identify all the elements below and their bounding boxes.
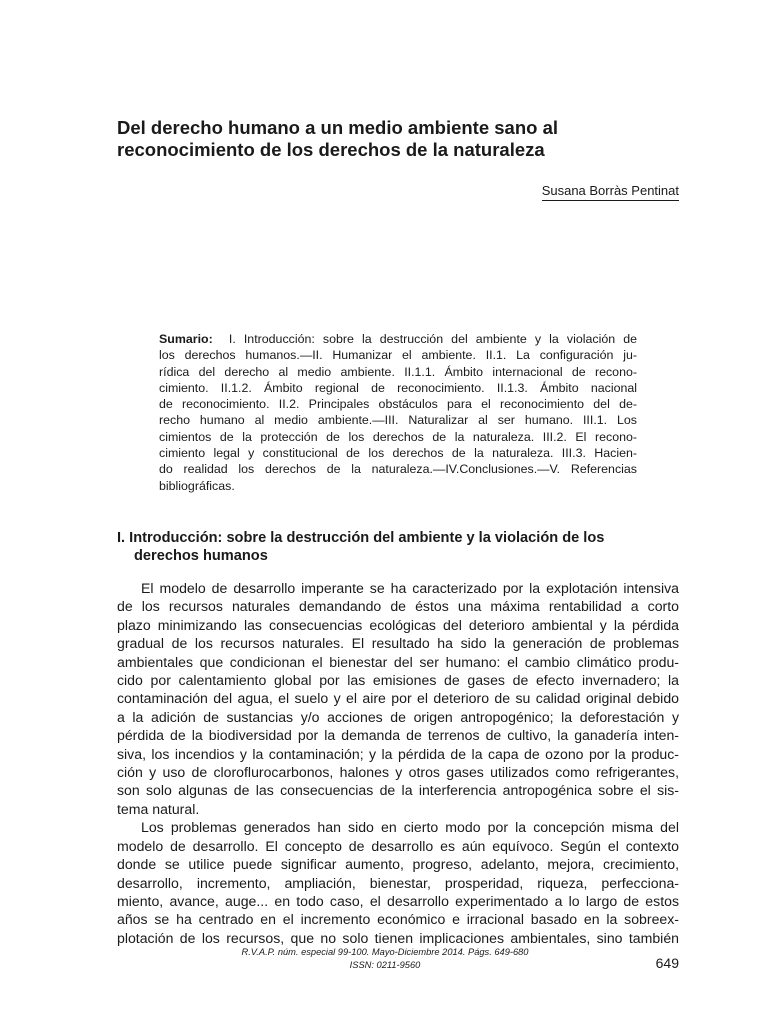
section-heading — [117, 529, 677, 565]
page-number: 649 — [655, 955, 679, 971]
body-line: plazo minimizando las consecuencias ecológicas del deterioro ambiental y la pérdida — [117, 616, 679, 633]
summary-line: cimientos de la protección de los derechos de la naturaleza. III.2. El recono- — [159, 429, 637, 444]
summary-line-text: I. Introducción: sobre la destrucción del ambiente y la violación de — [228, 332, 637, 346]
body-line: a la adición de sustancias y/o acciones de origen antropogénico; la deforestación y — [117, 708, 679, 725]
summary-label: Sumario: — [159, 332, 213, 346]
section-heading-line-2: derechos humanos — [134, 548, 268, 564]
summary-line: recho humano al medio ambiente.—III. Naturalizar al ser humano. III.1. Los — [159, 413, 637, 428]
summary-line: bibliográficas. — [159, 478, 235, 493]
section-heading-line-1: I. Introducción: sobre la destrucción del ambiente y la violación de los — [117, 530, 605, 546]
journal-footer — [0, 946, 768, 971]
summary-line — [159, 331, 637, 347]
body-line: son solo algunas de las consecuencias de la interferencia antropogénica sobre el sis- — [117, 782, 679, 799]
body-line: cido por calentamiento global por las emisiones de gases de efecto invernadero; la — [117, 672, 679, 689]
body-line: ción y uso de cloroflurocarbonos, halones y otros gases utilizados como refrigerantes, — [117, 764, 679, 781]
body-line: desarrollo, incremento, ampliación, bienestar, prosperidad, riqueza, perfecciona- — [117, 874, 679, 891]
body-line: años se ha centrado en el incremento económico e irracional basado en la sobreex- — [117, 911, 679, 928]
body-line: pérdida de la biodiversidad por la demanda de terrenos de cultivo, la ganadería inten- — [117, 727, 679, 744]
body-line: de los recursos naturales demandando de éstos una máxima rentabilidad a corto — [117, 598, 679, 615]
body-line: siva, los incendios y la contaminación; y la pérdida de la capa de ozono por la produc- — [117, 745, 679, 762]
journal-issn: ISSN: 0211-9560 — [349, 959, 421, 970]
article-title-line-1: Del derecho humano a un medio ambiente sano al — [117, 117, 559, 138]
summary-line: do realidad los derechos de la naturaleza.—IV.Conclusiones.—V. Referencias — [159, 462, 637, 477]
summary-line: rídica del derecho al medio ambiente. II.1.1. Ámbito internacional de recono- — [159, 364, 637, 379]
body-line: donde se utilice puede significar aumento, progreso, adelanto, mejora, crecimiento, — [117, 856, 679, 873]
summary-line: de reconocimiento. II.2. Principales obstáculos para el reconocimiento del de- — [159, 397, 637, 412]
body-line: El modelo de desarrollo imperante se ha caracterizado por la explotación intensiva — [141, 580, 679, 596]
article-title-line-2: reconocimiento de los derechos de la naturaleza — [117, 139, 545, 160]
body-line: contaminación del agua, el suelo y el aire por el deterioro de su calidad original debido — [117, 690, 679, 707]
body-line: miento, avance, auge... en todo caso, el desarrollo experimentado a lo largo de estos — [117, 892, 679, 909]
journal-citation: R.V.A.P. núm. especial 99-100. Mayo-Diciembre 2014. Págs. 649-680 — [241, 947, 529, 957]
summary-line: cimiento. II.1.2. Ámbito regional de reconocimiento. II.1.3. Ámbito nacional — [159, 380, 637, 395]
body-line: modelo de desarrollo. El concepto de desarrollo es aún equívoco. Según el contexto — [117, 837, 679, 854]
summary-line: cimiento legal y constitucional de los derechos de la naturaleza. III.3. Hacien- — [159, 446, 637, 461]
body-text — [117, 579, 679, 947]
body-line: Los problemas generados han sido en cierto modo por la concepción misma del — [141, 819, 679, 836]
author-name: Susana Borràs Pentinat — [542, 183, 679, 201]
article-title — [117, 117, 677, 161]
summary-line: los derechos humanos.—II. Humanizar el ambiente. II.1. La configuración ju- — [159, 348, 637, 363]
summary-block — [159, 331, 637, 494]
body-line: ambientales que condicionan el bienestar del ser humano: el cambio climático produ- — [117, 653, 679, 670]
body-line: tema natural. — [117, 800, 200, 817]
body-line: gradual de los recursos naturales. El resultado ha sido la generación de problemas — [117, 635, 679, 652]
body-line: plotación de los recursos, que no solo tienen implicaciones ambientales, sino también — [117, 929, 679, 946]
